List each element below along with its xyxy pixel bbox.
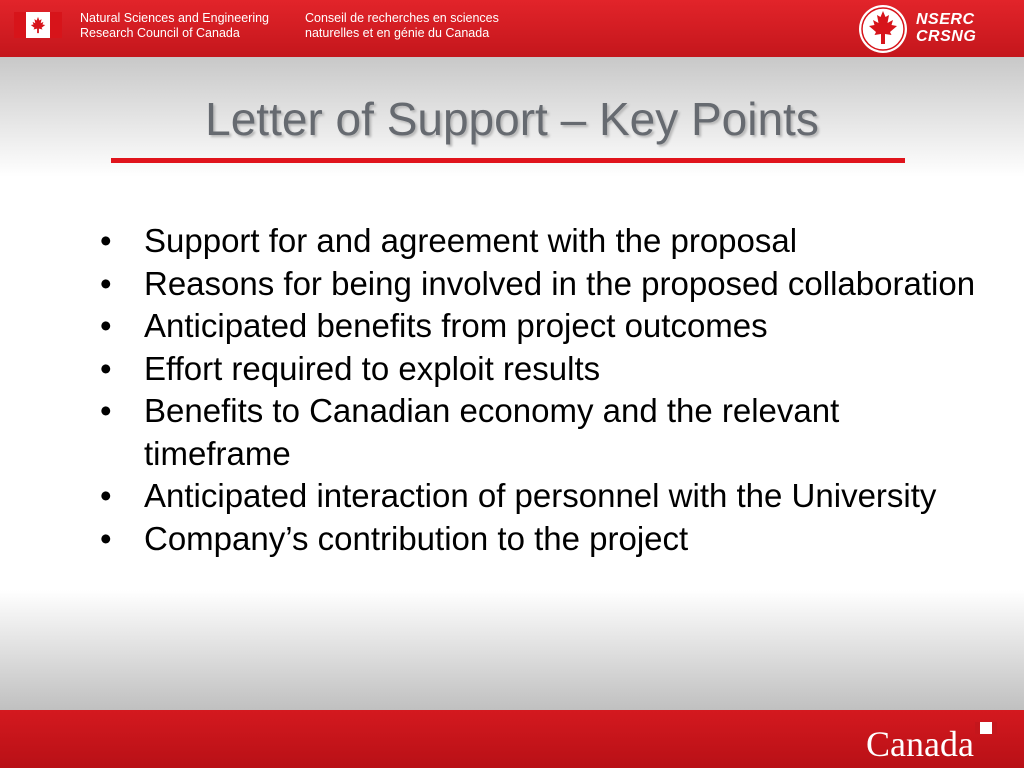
canada-wordmark-flag-icon	[975, 722, 997, 734]
canada-wordmark: Canada	[866, 724, 974, 764]
slide-title: Letter of Support – Key Points	[205, 93, 819, 145]
list-item: • Support for and agreement with the proposal	[100, 222, 798, 259]
agency-name-french: Conseil de recherches en sciences naturelles et en génie du Canada	[305, 11, 499, 40]
list-item: • Anticipated interaction of personnel with the University	[100, 477, 937, 514]
bottom-gradient-band	[0, 590, 1024, 710]
canada-flag-icon	[14, 12, 62, 38]
list-item: • Anticipated benefits from project outcomes	[100, 307, 768, 344]
title-underline	[111, 158, 905, 163]
key-points-list	[100, 220, 980, 560]
nserc-logo-text: NSERC CRSNG	[916, 11, 977, 45]
list-item: • Effort required to exploit results	[100, 349, 601, 387]
list-item: • Benefits to Canadian economy and the relevant timeframe	[100, 392, 840, 472]
header-bar	[0, 0, 1024, 57]
list-item: • Company’s contribution to the project	[100, 519, 689, 557]
list-item: • Reasons for being involved in the proposed collaboration	[100, 264, 976, 302]
agency-name-english: Natural Sciences and Engineering Research Council of Canada	[80, 11, 270, 40]
maple-leaf-logo-icon	[858, 4, 908, 54]
